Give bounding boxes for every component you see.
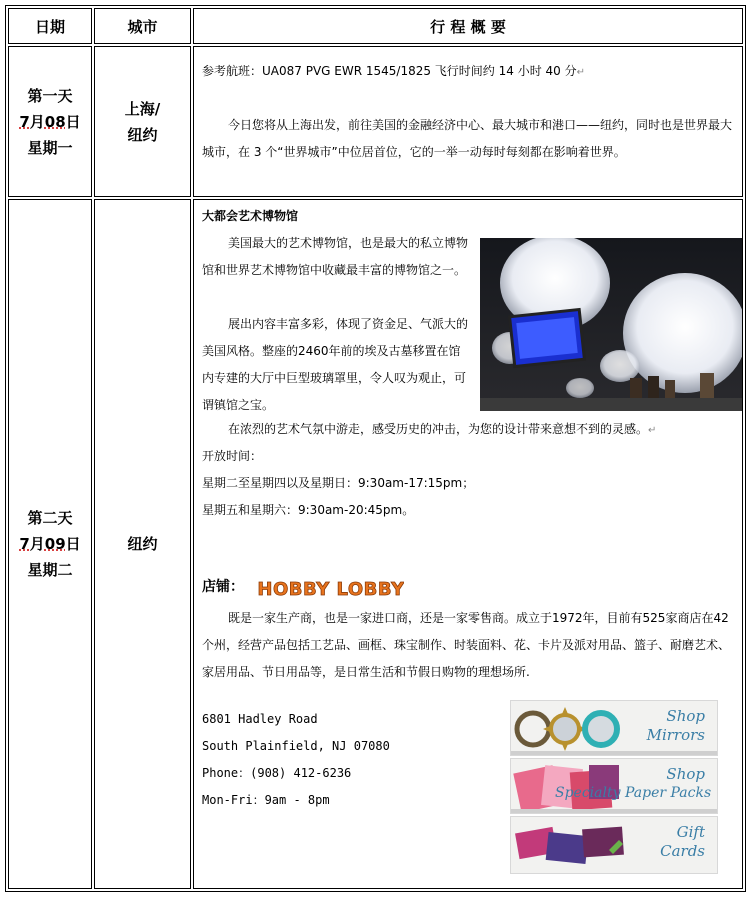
gift-cards-line2: Cards: [660, 842, 705, 860]
day2-day: 09: [44, 535, 66, 553]
day1-desc: 今日您将从上海出发，前往美国的金融经济中心、最大城市和港口——纽约，同时也是世界最大城市，在 3 个“世界城市”中位居首位，它的一举一动每时每刻都在影响着世界。: [202, 118, 733, 159]
day2-city-cell: [94, 199, 191, 889]
day1-city-line2: 纽约: [127, 125, 158, 144]
address-line-2: South Plainfield, NJ 07080: [202, 739, 390, 753]
tile-divider: [511, 751, 717, 755]
mirrors-tile-label: [615, 707, 705, 745]
hobby-lobby-logo: [258, 576, 404, 600]
mirrors-line2: Mirrors: [646, 726, 705, 744]
header-city: [94, 8, 191, 44]
lantern-photo-icon: [480, 238, 742, 411]
mirrors-line1: Shop: [666, 707, 705, 725]
day1-label: 第一天: [27, 86, 73, 105]
museum-paragraph-2: 展出内容丰富多彩，体现了资金足、气派大的美国风格。整座的2460年前的埃及古墓移置在馆内专建的大厅中巨型玻璃罩里，令人叹为观止，可谓镇馆之宝。: [202, 317, 469, 412]
phone: Phone：(908) 412-6236: [202, 766, 352, 780]
header-summary-label: 行 程 概 要: [430, 17, 506, 36]
address-line-1: 6801 Hadley Road: [202, 712, 318, 726]
gift-cards-tile-label: [615, 823, 705, 861]
day1-month: 7: [19, 112, 30, 131]
header-date-label: 日期: [34, 17, 65, 36]
day2-weekday: 星期二: [27, 561, 73, 579]
paper-packs-tile-label: [555, 765, 712, 803]
day1-date-cell: [8, 46, 92, 197]
day2-month: 7: [19, 535, 30, 553]
hobby-lobby-logo-icon: [258, 576, 404, 600]
day1-city-cell: [94, 46, 191, 197]
hours-line-1: 星期二至星期四以及星期日：9:30am-17:15pm；: [202, 476, 475, 490]
museum-title: 大都会艺术博物馆: [202, 209, 299, 223]
museum-paragraph-3: [202, 416, 742, 444]
museum-paragraph-1: 美国最大的艺术博物馆，也是最大的私立博物馆和世界艺术博物馆中收藏最丰富的博物馆之一。: [202, 236, 469, 277]
day2-day-suffix: 日: [65, 535, 81, 553]
day2-label: 第二天: [27, 509, 73, 527]
return-mark-icon: ↵: [648, 425, 657, 436]
day1-flight: [202, 58, 737, 86]
day1-weekday: 星期一: [27, 138, 73, 157]
day1-date: [19, 109, 80, 135]
tile-divider: [511, 809, 717, 813]
gift-cards-line1: Gift: [676, 823, 705, 841]
paper-packs-line2: Specialty Paper Packs: [555, 785, 712, 801]
return-mark-icon: ↵: [576, 67, 585, 78]
day1-day-suffix: 日: [65, 112, 81, 131]
day1-day: 08: [44, 112, 66, 131]
header-date: [8, 8, 92, 44]
shop-paper-packs-tile[interactable]: [510, 758, 718, 814]
museum-photo: [480, 238, 742, 411]
mirrors-icon: [513, 703, 623, 755]
header-summary: [193, 8, 743, 44]
paper-packs-line1: Shop: [666, 765, 705, 783]
day2-city: 纽约: [127, 535, 158, 553]
shop-description: 既是一家生产商，也是一家进口商，还是一家零售商。成立于1972年，目前有525家商店在42个州，经营产品包括工艺品、画框、珠宝制作、时装面料、花、卡片及派对用品、篮子、耐磨艺术、家居用品、节日用品等，是日常生活和节假日购物的理想场所.: [202, 611, 731, 679]
hours-title: 开放时间：: [202, 449, 263, 463]
header-city-label: 城市: [127, 17, 158, 36]
hours-line-2: 星期五和星期六：9:30am-20:45pm。: [202, 503, 415, 517]
day2-month-suffix: 月: [29, 535, 45, 553]
day1-month-suffix: 月: [29, 112, 45, 131]
museum-paragraph-3-text: 在浓烈的艺术气氛中游走，感受历史的冲击，为您的设计带来意想不到的灵感。: [228, 422, 649, 436]
day2-date-cell: [8, 199, 92, 889]
store-hours: Mon-Fri：9am - 8pm: [202, 793, 330, 807]
day1-city-line1: 上海/: [124, 99, 161, 118]
day1-flight-text: 参考航班：UA087 PVG EWR 1545/1825 飞行时间约 14 小时 40 分: [202, 64, 577, 78]
svg-text:HOBBY LOBBY: HOBBY LOBBY: [258, 579, 404, 600]
day2-date: [19, 531, 80, 557]
shop-label: 店铺：: [202, 579, 244, 595]
shop-mirrors-tile[interactable]: [510, 700, 718, 756]
shop-gift-cards-tile[interactable]: [510, 816, 718, 874]
